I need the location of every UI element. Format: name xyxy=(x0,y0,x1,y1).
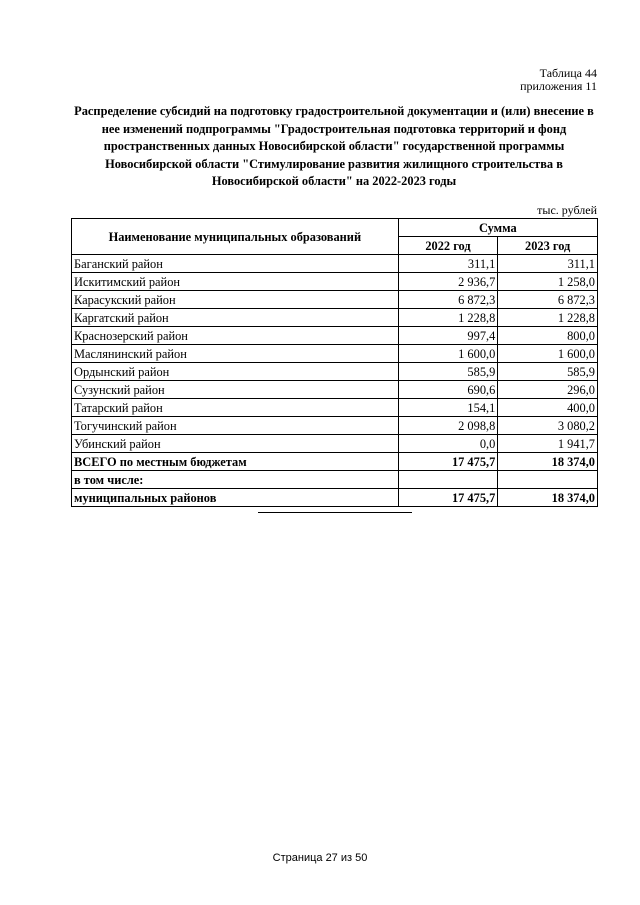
total-2022: 17 475,7 xyxy=(398,453,498,471)
municipal-label: муниципальных районов xyxy=(72,489,399,507)
row-2023: 400,0 xyxy=(498,399,598,417)
row-name: Убинский район xyxy=(72,435,399,453)
row-2022: 997,4 xyxy=(398,327,498,345)
units-label: тыс. рублей xyxy=(537,203,597,217)
row-2023: 296,0 xyxy=(498,381,598,399)
row-name: Баганский район xyxy=(72,255,399,273)
municipal-2022: 17 475,7 xyxy=(398,489,498,507)
row-2022: 0,0 xyxy=(398,435,498,453)
row-name: Ордынский район xyxy=(72,363,399,381)
total-row xyxy=(72,453,598,471)
including-row xyxy=(72,471,598,489)
row-2022: 1 228,8 xyxy=(398,309,498,327)
row-2023: 1 258,0 xyxy=(498,273,598,291)
row-name: Сузунский район xyxy=(72,381,399,399)
row-2022: 690,6 xyxy=(398,381,498,399)
row-2022: 1 600,0 xyxy=(398,345,498,363)
table-row xyxy=(72,363,598,381)
subsidy-table xyxy=(71,218,598,507)
row-2023: 585,9 xyxy=(498,363,598,381)
document-title: Распределение субсидий на подготовку градостроительной документации и (или) внесение в нее изменений подпрограммы "Градостроительная подготовка территорий и фонд пространственных данных Новосибирской области" государственной программы Новосибирской области "Стимулирование развития жилищного строительства в Новосибирской области" на 2022-2023 годы xyxy=(74,104,594,189)
row-2022: 2 098,8 xyxy=(398,417,498,435)
table-row xyxy=(72,417,598,435)
table-row xyxy=(72,345,598,363)
row-2022: 311,1 xyxy=(398,255,498,273)
row-name: Татарский район xyxy=(72,399,399,417)
header-municipality: Наименование муниципальных образований xyxy=(72,219,399,255)
row-name: Маслянинский район xyxy=(72,345,399,363)
row-2023: 800,0 xyxy=(498,327,598,345)
row-2023: 1 941,7 xyxy=(498,435,598,453)
row-2023: 311,1 xyxy=(498,255,598,273)
table-row xyxy=(72,309,598,327)
header-2023: 2023 год xyxy=(498,237,598,255)
including-label: в том числе: xyxy=(72,471,399,489)
row-name: Краснозерский район xyxy=(72,327,399,345)
appendix-number: приложения 11 xyxy=(520,79,597,93)
header-sum: Сумма xyxy=(398,219,597,237)
row-name: Искитимский район xyxy=(72,273,399,291)
total-label: ВСЕГО по местным бюджетам xyxy=(72,453,399,471)
row-2022: 154,1 xyxy=(398,399,498,417)
table-row xyxy=(72,327,598,345)
including-2023 xyxy=(498,471,598,489)
table-row xyxy=(72,273,598,291)
row-2023: 1 600,0 xyxy=(498,345,598,363)
table-row xyxy=(72,399,598,417)
including-2022 xyxy=(398,471,498,489)
municipal-2023: 18 374,0 xyxy=(498,489,598,507)
row-2023: 6 872,3 xyxy=(498,291,598,309)
table-number: Таблица 44 xyxy=(539,66,597,80)
row-2022: 6 872,3 xyxy=(398,291,498,309)
table-row xyxy=(72,435,598,453)
row-name: Карасукский район xyxy=(72,291,399,309)
municipal-row xyxy=(72,489,598,507)
separator-line xyxy=(258,512,412,513)
row-2022: 585,9 xyxy=(398,363,498,381)
row-name: Тогучинский район xyxy=(72,417,399,435)
table-row xyxy=(72,291,598,309)
table-row xyxy=(72,255,598,273)
row-2023: 3 080,2 xyxy=(498,417,598,435)
row-2022: 2 936,7 xyxy=(398,273,498,291)
total-2023: 18 374,0 xyxy=(498,453,598,471)
table-row xyxy=(72,381,598,399)
table-caption xyxy=(520,67,597,93)
page-number: Страница 27 из 50 xyxy=(272,852,368,864)
row-name: Каргатский район xyxy=(72,309,399,327)
row-2023: 1 228,8 xyxy=(498,309,598,327)
header-2022: 2022 год xyxy=(398,237,498,255)
